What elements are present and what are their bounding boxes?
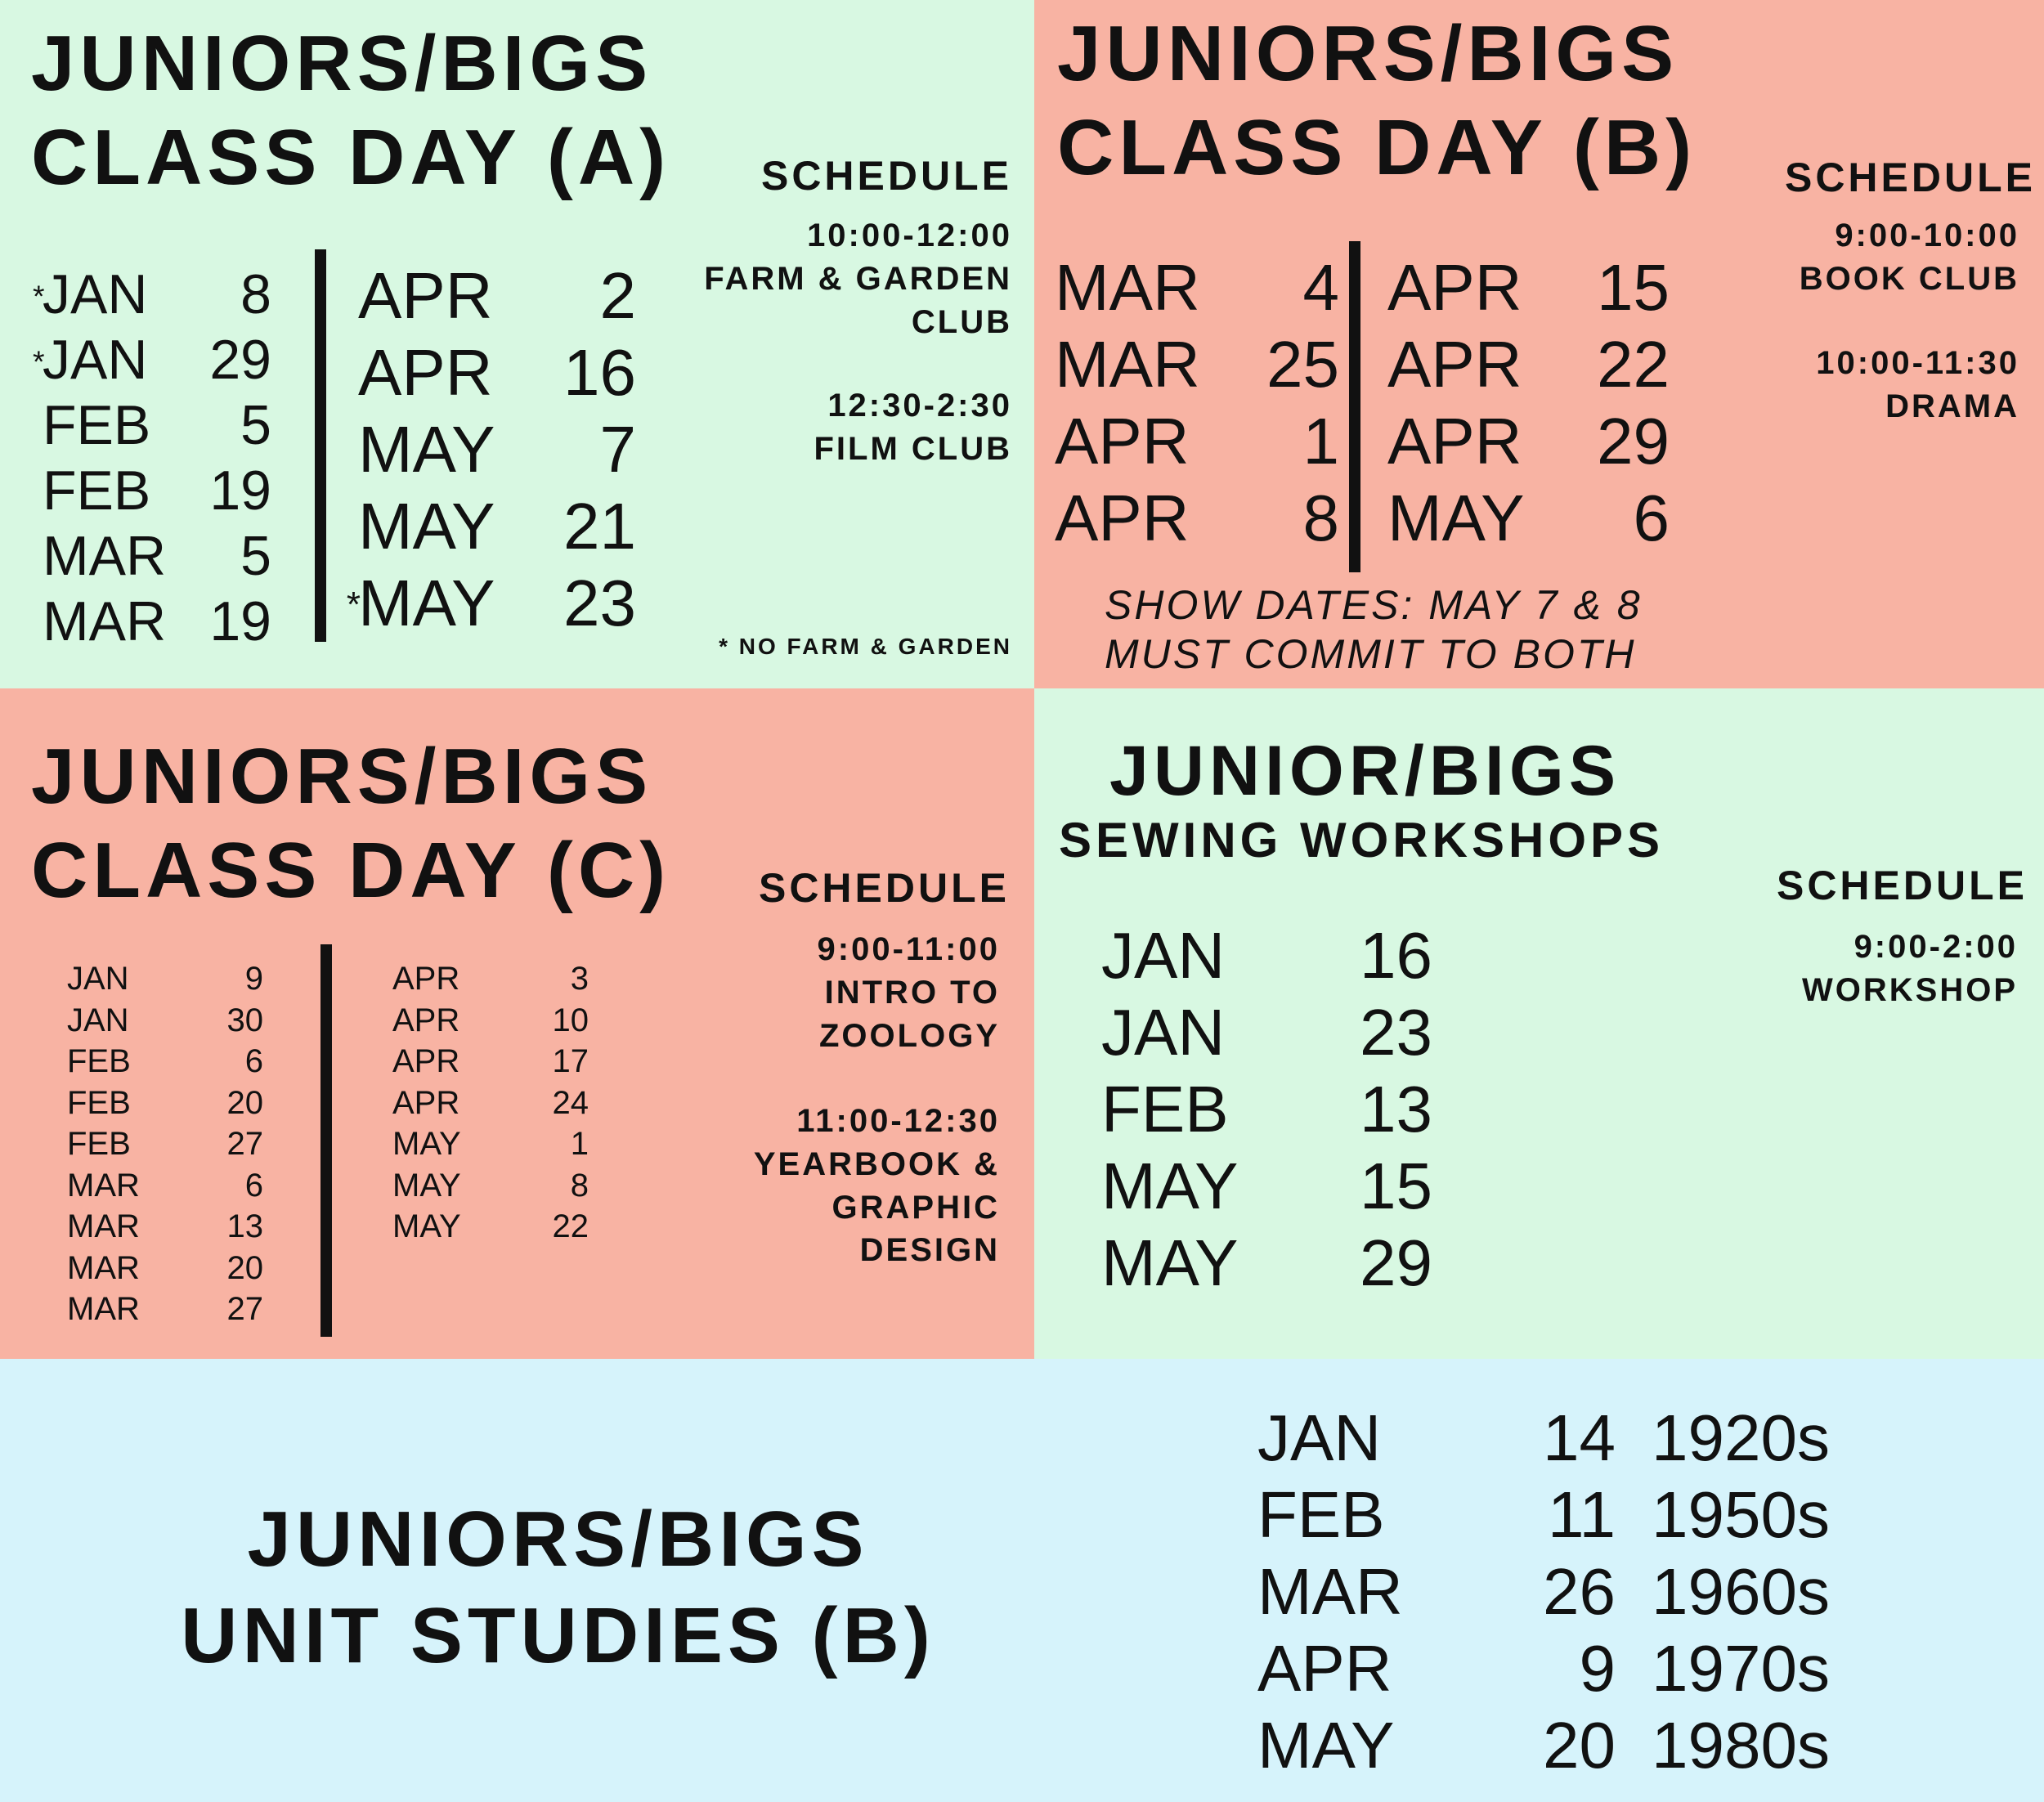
date-row bbox=[392, 1123, 589, 1165]
panel-b-title-line2: CLASS DAY (B) bbox=[1057, 104, 1697, 192]
panel-e-title-line2: UNIT STUDIES (B) bbox=[181, 1592, 935, 1679]
date-month-cell bbox=[43, 523, 166, 589]
panel-a-dates-left bbox=[33, 262, 271, 654]
date-month: MAR bbox=[67, 1208, 140, 1244]
date-row bbox=[392, 1206, 589, 1248]
date-day: 8 bbox=[240, 263, 271, 325]
date-month-cell bbox=[67, 958, 129, 1000]
panel-b-schedule-item bbox=[1816, 342, 2019, 428]
date-row bbox=[1387, 249, 1670, 326]
date-day: 6 bbox=[244, 1167, 263, 1204]
date-row bbox=[33, 262, 271, 327]
date-row bbox=[1101, 1148, 1432, 1225]
date-row bbox=[1101, 994, 1432, 1071]
date-month-cell bbox=[1101, 994, 1225, 1071]
date-day: 5 bbox=[240, 525, 271, 587]
panel-a-footnote: * NO FARM & GARDEN bbox=[719, 634, 1012, 659]
date-row bbox=[358, 488, 636, 565]
date-day: 19 bbox=[209, 590, 271, 652]
date-row bbox=[1387, 480, 1670, 557]
date-day: 16 bbox=[563, 336, 636, 409]
date-month-cell bbox=[1101, 917, 1225, 994]
panel-d-dates bbox=[1101, 917, 1432, 1302]
date-day: 21 bbox=[563, 490, 636, 563]
date-day: 20 bbox=[226, 1084, 263, 1121]
unit-study-row bbox=[1257, 1553, 1830, 1630]
date-row bbox=[43, 392, 271, 458]
date-month-cell bbox=[67, 1041, 131, 1083]
date-month: JAN bbox=[67, 1002, 129, 1038]
date-day: 30 bbox=[226, 1002, 263, 1038]
panel-e-title-line1: JUNIORS/BIGS bbox=[247, 1495, 869, 1583]
date-month-cell bbox=[358, 258, 493, 334]
date-row bbox=[67, 1206, 263, 1248]
date-month-cell bbox=[43, 589, 166, 654]
asterisk-mark: * bbox=[33, 343, 45, 379]
date-month-cell bbox=[43, 392, 150, 458]
date-row bbox=[67, 1083, 263, 1124]
panel-c-dates-left bbox=[67, 958, 263, 1330]
unit-topic: 1970s bbox=[1652, 1632, 1830, 1705]
date-row bbox=[67, 958, 263, 1000]
date-row bbox=[33, 327, 271, 392]
date-month-cell bbox=[67, 1165, 140, 1207]
date-month: JAN bbox=[67, 961, 129, 997]
date-row bbox=[1055, 249, 1339, 326]
date-row bbox=[358, 258, 636, 334]
date-day: 1 bbox=[570, 1126, 589, 1162]
date-day: 10 bbox=[552, 1002, 589, 1038]
panel-a-schedule-item bbox=[704, 214, 1012, 343]
date-day: 11 bbox=[1547, 1478, 1616, 1551]
date-month-cell bbox=[392, 1041, 459, 1083]
date-row bbox=[67, 1165, 263, 1207]
date-month: FEB bbox=[67, 1126, 131, 1162]
date-month-cell bbox=[1387, 326, 1522, 403]
schedule-activity: FARM & GARDEN bbox=[704, 260, 1012, 297]
panel-class-day-b bbox=[1034, 0, 2044, 688]
schedule-activity: DRAMA bbox=[1885, 388, 2019, 424]
date-day: 26 bbox=[1543, 1555, 1616, 1628]
panel-a-title-line1: JUNIORS/BIGS bbox=[31, 20, 653, 107]
date-row bbox=[43, 589, 271, 654]
divider bbox=[315, 249, 326, 642]
schedule-time: 9:00-11:00 bbox=[817, 931, 1000, 967]
date-month: APR bbox=[392, 961, 460, 997]
date-month: JAN bbox=[1101, 919, 1226, 992]
date-row bbox=[358, 411, 636, 488]
panel-a-schedule-label: SCHEDULE bbox=[760, 153, 1012, 199]
panel-class-day-c bbox=[0, 688, 1034, 1359]
date-month-cell bbox=[1387, 249, 1522, 326]
panel-a-title bbox=[31, 16, 670, 204]
date-month-cell bbox=[392, 1165, 461, 1207]
date-month: MAY bbox=[358, 490, 495, 563]
date-month: FEB bbox=[43, 394, 151, 456]
date-month: FEB bbox=[1101, 1073, 1229, 1145]
date-month: JAN bbox=[1257, 1401, 1382, 1474]
date-month: MAR bbox=[1257, 1555, 1403, 1628]
schedule-time: 12:30-2:30 bbox=[827, 388, 1012, 424]
date-month: JAN bbox=[43, 329, 148, 391]
date-month-cell bbox=[1055, 326, 1200, 403]
date-month: MAY bbox=[392, 1167, 461, 1204]
date-month: APR bbox=[358, 259, 493, 332]
panel-unit-studies bbox=[0, 1359, 2044, 1802]
unit-study-row bbox=[1257, 1707, 1830, 1784]
panel-b-title-line1: JUNIORS/BIGS bbox=[1057, 10, 1679, 97]
date-month-cell bbox=[67, 1000, 129, 1042]
panel-c-schedule-item bbox=[818, 928, 1000, 1057]
date-day: 6 bbox=[244, 1043, 263, 1079]
date-month-cell bbox=[33, 262, 148, 327]
asterisk-mark: * bbox=[33, 278, 45, 313]
date-day: 9 bbox=[1579, 1632, 1616, 1705]
date-month-cell bbox=[1055, 403, 1190, 480]
date-day: 3 bbox=[570, 961, 589, 997]
date-month-cell bbox=[67, 1206, 140, 1248]
date-month-cell bbox=[392, 958, 459, 1000]
date-day: 27 bbox=[226, 1126, 263, 1162]
date-row bbox=[67, 1000, 263, 1042]
date-month-cell bbox=[358, 488, 495, 565]
date-month-cell bbox=[67, 1289, 140, 1330]
date-month: APR bbox=[1055, 482, 1190, 554]
panel-c-title-line1: JUNIORS/BIGS bbox=[31, 733, 653, 820]
date-day: 19 bbox=[209, 459, 271, 522]
date-month-cell bbox=[1387, 403, 1522, 480]
schedule-activity: CLUB bbox=[911, 303, 1012, 340]
panel-d-schedule-label: SCHEDULE bbox=[1776, 863, 2028, 908]
date-month: MAY bbox=[1387, 482, 1525, 554]
date-month: APR bbox=[392, 1002, 460, 1038]
date-day: 9 bbox=[244, 961, 263, 997]
panel-c-title-line2: CLASS DAY (C) bbox=[31, 827, 671, 915]
date-day: 5 bbox=[240, 394, 271, 456]
panel-e-dates bbox=[1257, 1400, 1830, 1784]
schedule-activity: FILM CLUB bbox=[814, 430, 1012, 467]
date-month-cell bbox=[1101, 1071, 1229, 1148]
date-month-cell bbox=[392, 1123, 461, 1165]
date-day: 23 bbox=[563, 567, 636, 639]
date-row bbox=[43, 523, 271, 589]
date-day: 27 bbox=[226, 1291, 263, 1327]
panel-d-title-line2: SEWING WORKSHOPS bbox=[1059, 813, 1665, 867]
date-row bbox=[67, 1123, 263, 1165]
date-row bbox=[1101, 1071, 1432, 1148]
panel-a-dates-right bbox=[346, 258, 636, 642]
date-month: MAY bbox=[358, 567, 495, 639]
schedule-activity: BOOK CLUB bbox=[1799, 260, 2019, 297]
date-month: MAR bbox=[1055, 251, 1200, 324]
date-month: MAY bbox=[1101, 1226, 1239, 1299]
panel-a-schedule-item bbox=[814, 384, 1012, 471]
schedule-activity: GRAPHIC bbox=[831, 1189, 1000, 1226]
date-month: APR bbox=[1387, 405, 1522, 477]
date-row bbox=[67, 1248, 263, 1289]
date-month-cell bbox=[67, 1248, 140, 1289]
date-month-cell bbox=[392, 1206, 461, 1248]
panel-b-dates-left bbox=[1055, 249, 1339, 557]
date-day: 8 bbox=[1302, 482, 1339, 554]
commit-line: MUST COMMIT TO BOTH bbox=[1105, 631, 1637, 677]
date-month: APR bbox=[392, 1084, 460, 1121]
date-row bbox=[1055, 403, 1339, 480]
date-month: MAR bbox=[43, 590, 167, 652]
date-month-cell bbox=[33, 327, 148, 392]
date-day: 24 bbox=[552, 1084, 589, 1121]
date-month: MAY bbox=[1257, 1709, 1395, 1782]
date-month-cell bbox=[67, 1083, 131, 1124]
panel-c-schedule-label: SCHEDULE bbox=[758, 865, 1010, 911]
unit-study-row bbox=[1257, 1630, 1830, 1707]
date-month: JAN bbox=[43, 263, 148, 325]
unit-topic: 1960s bbox=[1652, 1555, 1830, 1628]
date-row bbox=[1101, 917, 1432, 994]
date-day: 25 bbox=[1266, 328, 1339, 401]
date-row bbox=[392, 1165, 589, 1207]
date-month: MAY bbox=[358, 413, 495, 486]
date-day: 4 bbox=[1302, 251, 1339, 324]
panel-b-title bbox=[1057, 7, 1697, 195]
date-month-cell bbox=[67, 1123, 131, 1165]
date-month-cell bbox=[358, 411, 495, 488]
date-row bbox=[1387, 326, 1670, 403]
date-day: 8 bbox=[570, 1167, 589, 1204]
date-day: 17 bbox=[552, 1043, 589, 1079]
show-dates-line: SHOW DATES: MAY 7 & 8 bbox=[1105, 582, 1643, 628]
date-day: 22 bbox=[1597, 328, 1670, 401]
date-day: 6 bbox=[1633, 482, 1670, 554]
date-month-cell bbox=[346, 565, 495, 642]
date-row bbox=[1387, 403, 1670, 480]
date-month: APR bbox=[1387, 328, 1522, 401]
schedule-time: 10:00-11:30 bbox=[1816, 345, 2019, 381]
date-day: 29 bbox=[1597, 405, 1670, 477]
unit-study-row bbox=[1257, 1400, 1830, 1477]
date-day: 1 bbox=[1302, 405, 1339, 477]
date-month: APR bbox=[1257, 1632, 1392, 1705]
panel-c-schedule-item bbox=[754, 1100, 1000, 1272]
date-month: FEB bbox=[67, 1043, 131, 1079]
unit-topic: 1980s bbox=[1652, 1709, 1830, 1782]
date-month-cell bbox=[1101, 1148, 1238, 1225]
date-day: 2 bbox=[599, 259, 636, 332]
schedule-activity: INTRO TO bbox=[824, 974, 1000, 1011]
date-month-cell bbox=[1055, 480, 1190, 557]
asterisk-mark: * bbox=[346, 585, 361, 625]
date-row bbox=[392, 1041, 589, 1083]
unit-topic: 1920s bbox=[1652, 1401, 1830, 1474]
date-day: 22 bbox=[552, 1208, 589, 1244]
date-day: 15 bbox=[1360, 1150, 1432, 1222]
date-month: APR bbox=[1055, 405, 1190, 477]
date-month: MAR bbox=[43, 525, 167, 587]
date-month: FEB bbox=[1257, 1478, 1385, 1551]
panel-d-schedule-item bbox=[1802, 926, 2018, 1012]
date-day: 15 bbox=[1597, 251, 1670, 324]
panel-b-show-dates-note bbox=[1105, 580, 1643, 679]
date-day: 13 bbox=[1360, 1073, 1432, 1145]
date-month: APR bbox=[1387, 251, 1522, 324]
date-day: 7 bbox=[599, 413, 636, 486]
panel-b-schedule-item bbox=[1800, 214, 2019, 301]
date-month: MAR bbox=[1055, 328, 1200, 401]
schedule-time: 10:00-12:00 bbox=[807, 217, 1012, 253]
unit-study-row bbox=[1257, 1477, 1830, 1553]
date-month-cell bbox=[1101, 1225, 1238, 1302]
panel-b-dates-right bbox=[1387, 249, 1670, 557]
date-month: MAR bbox=[67, 1249, 140, 1286]
date-day: 20 bbox=[1543, 1709, 1616, 1782]
panel-e-title bbox=[0, 1491, 1116, 1684]
panel-c-dates-right bbox=[392, 958, 589, 1248]
date-day: 14 bbox=[1543, 1401, 1616, 1474]
date-row bbox=[392, 1083, 589, 1124]
date-row bbox=[1055, 326, 1339, 403]
schedule-activity: DESIGN bbox=[859, 1232, 1000, 1269]
date-month: MAR bbox=[67, 1291, 140, 1327]
date-month-cell bbox=[392, 1083, 459, 1124]
date-row bbox=[43, 458, 271, 523]
date-month-cell bbox=[1055, 249, 1200, 326]
date-month-cell bbox=[392, 1000, 459, 1042]
date-month-cell bbox=[1387, 480, 1524, 557]
date-row bbox=[1055, 480, 1339, 557]
date-day: 29 bbox=[209, 329, 271, 391]
date-month: FEB bbox=[43, 459, 151, 522]
date-row bbox=[392, 958, 589, 1000]
date-month: MAY bbox=[392, 1126, 461, 1162]
date-day: 20 bbox=[226, 1249, 263, 1286]
date-day: 29 bbox=[1360, 1226, 1432, 1299]
date-month: MAY bbox=[392, 1208, 461, 1244]
date-row bbox=[358, 334, 636, 411]
panel-class-day-a bbox=[0, 0, 1034, 688]
divider bbox=[1349, 241, 1360, 572]
panel-sewing-workshops bbox=[1034, 688, 2044, 1359]
panel-b-schedule-label: SCHEDULE bbox=[1784, 155, 2036, 200]
date-row bbox=[67, 1041, 263, 1083]
date-row bbox=[346, 565, 636, 642]
schedule-activity: ZOOLOGY bbox=[819, 1017, 1000, 1054]
panel-c-title bbox=[31, 729, 670, 917]
schedule-time: 9:00-2:00 bbox=[1853, 929, 2018, 965]
date-month: MAR bbox=[67, 1167, 140, 1204]
date-month: APR bbox=[392, 1043, 460, 1079]
date-month: MAY bbox=[1101, 1150, 1239, 1222]
date-day: 16 bbox=[1360, 919, 1432, 992]
panel-d-title-line1: JUNIOR/BIGS bbox=[1109, 732, 1621, 810]
schedule-time: 9:00-10:00 bbox=[1835, 217, 2019, 253]
date-month: APR bbox=[358, 336, 493, 409]
date-day: 23 bbox=[1360, 996, 1432, 1069]
date-row bbox=[392, 1000, 589, 1042]
date-row bbox=[67, 1289, 263, 1330]
divider bbox=[320, 944, 332, 1337]
date-month: FEB bbox=[67, 1084, 131, 1121]
date-row bbox=[1101, 1225, 1432, 1302]
schedule-activity: WORKSHOP bbox=[1802, 971, 2018, 1008]
schedule-time: 11:00-12:30 bbox=[796, 1103, 1000, 1139]
unit-topic: 1950s bbox=[1652, 1478, 1830, 1551]
date-month-cell bbox=[358, 334, 493, 411]
panel-a-title-line2: CLASS DAY (A) bbox=[31, 114, 671, 202]
date-month-cell bbox=[43, 458, 150, 523]
date-month: JAN bbox=[1101, 996, 1226, 1069]
date-day: 13 bbox=[226, 1208, 263, 1244]
schedule-activity: YEARBOOK & bbox=[753, 1145, 1000, 1182]
